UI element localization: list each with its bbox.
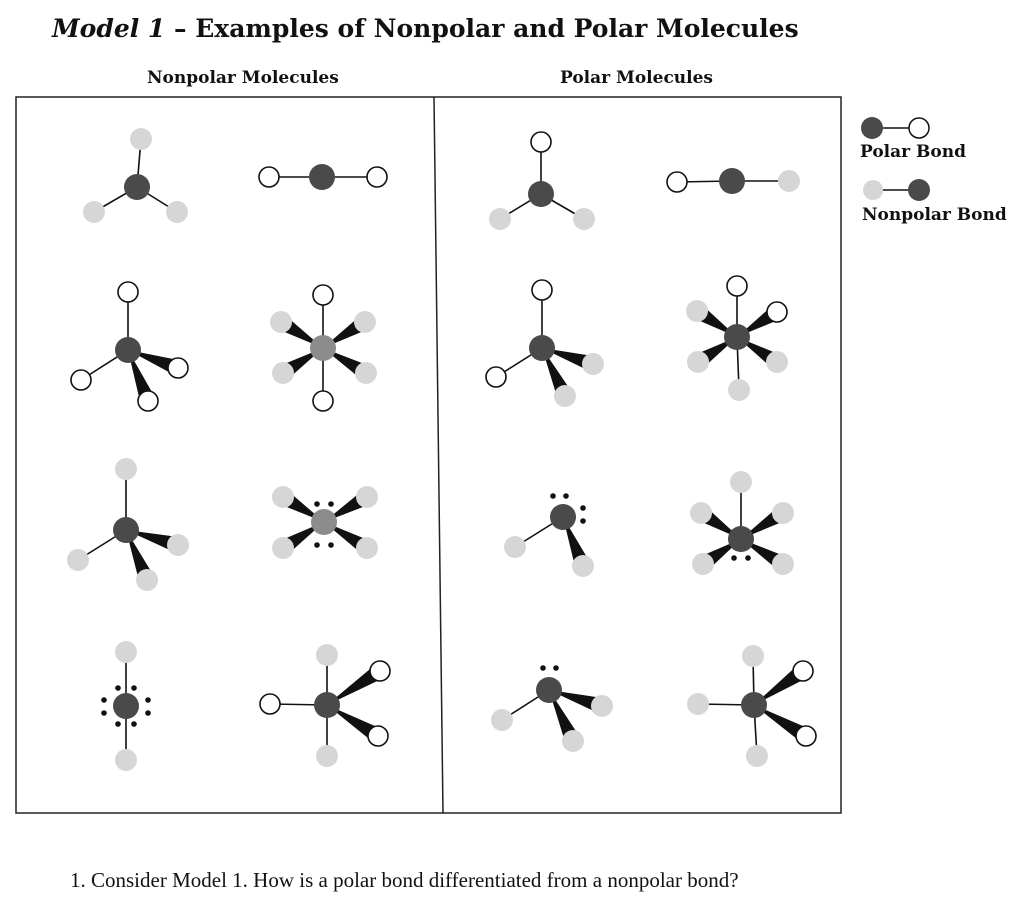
molecule-2 <box>259 164 387 190</box>
lone-pair-dot <box>580 505 586 511</box>
light-atom <box>504 536 526 558</box>
white-atom <box>531 132 551 152</box>
central-atom <box>113 693 139 719</box>
light-atom <box>67 549 89 571</box>
light-atom <box>772 553 794 575</box>
molecule-13 <box>504 493 594 577</box>
light-atom <box>554 385 576 407</box>
light-atom <box>766 351 788 373</box>
light-atom <box>272 537 294 559</box>
central-atom <box>310 335 336 361</box>
central-atom <box>719 168 745 194</box>
lone-pair-dot <box>115 685 121 691</box>
white-atom <box>767 302 787 322</box>
lone-pair-dot <box>101 697 107 703</box>
light-atom <box>772 502 794 524</box>
nonpolar-column-heading: Nonpolar Molecules <box>147 68 339 88</box>
light-atom <box>573 208 595 230</box>
question-1: 1. Consider Model 1. How is a polar bond differentiated from a nonpolar bond? <box>70 868 739 892</box>
light-atom <box>167 534 189 556</box>
light-atom <box>115 641 137 663</box>
legend-polar-bond-icon <box>861 117 929 139</box>
legend-nonpolar-bond-icon <box>863 179 930 201</box>
white-atom <box>168 358 188 378</box>
light-atom <box>687 351 709 373</box>
white-atom <box>532 280 552 300</box>
light-atom <box>742 645 764 667</box>
legend-polar-bond-label: Polar Bond <box>860 142 966 162</box>
light-atom <box>272 486 294 508</box>
central-atom <box>124 174 150 200</box>
central-atom <box>550 504 576 530</box>
central-atom <box>314 692 340 718</box>
light-atom <box>778 170 800 192</box>
light-atom <box>115 458 137 480</box>
light-atom <box>582 353 604 375</box>
light-atom <box>316 644 338 666</box>
light-atom <box>562 730 584 752</box>
central-atom <box>724 324 750 350</box>
central-atom <box>728 526 754 552</box>
lone-pair-dot <box>131 721 137 727</box>
white-atom <box>313 285 333 305</box>
light-atom <box>730 471 752 493</box>
light-atom <box>687 693 709 715</box>
central-atom <box>309 164 335 190</box>
white-atom <box>486 367 506 387</box>
light-atom <box>692 553 714 575</box>
white-atom <box>259 167 279 187</box>
molecule-10 <box>667 168 800 194</box>
central-atom <box>741 692 767 718</box>
lone-pair-dot <box>745 555 751 561</box>
white-atom <box>313 391 333 411</box>
lone-pair-dot <box>540 665 546 671</box>
lone-pair-dot <box>328 501 334 507</box>
light-atom <box>130 128 152 150</box>
central-atom <box>311 509 337 535</box>
molecule-3 <box>71 282 188 411</box>
molecule-1 <box>83 128 188 223</box>
lone-pair-dot <box>145 710 151 716</box>
light-atom <box>115 749 137 771</box>
light-atom <box>270 311 292 333</box>
light-atom <box>136 569 158 591</box>
central-atom <box>115 337 141 363</box>
lone-pair-dot <box>314 501 320 507</box>
title-text: – Examples of Nonpolar and Polar Molecules <box>165 14 799 43</box>
lone-pair-dot <box>314 542 320 548</box>
light-atom <box>316 745 338 767</box>
white-atom <box>667 172 687 192</box>
white-atom <box>368 726 388 746</box>
molecule-6 <box>272 486 378 559</box>
light-atom <box>686 300 708 322</box>
white-atom <box>367 167 387 187</box>
molecule-14 <box>690 471 794 575</box>
light-atom <box>728 379 750 401</box>
central-atom <box>529 335 555 361</box>
molecule-9 <box>489 132 595 230</box>
lone-pair-dot <box>553 665 559 671</box>
lone-pair-dot <box>580 518 586 524</box>
white-atom <box>71 370 91 390</box>
molecule-15 <box>491 665 613 752</box>
molecule-4 <box>270 285 377 411</box>
light-atom <box>354 311 376 333</box>
light-atom <box>591 695 613 717</box>
molecule-12 <box>686 276 788 401</box>
light-atom <box>572 555 594 577</box>
light-atom <box>166 201 188 223</box>
lone-pair-dot <box>101 710 107 716</box>
light-atom <box>356 537 378 559</box>
molecule-8 <box>260 644 390 767</box>
central-atom <box>536 677 562 703</box>
diagram-frame <box>16 97 841 813</box>
white-atom <box>727 276 747 296</box>
white-atom <box>260 694 280 714</box>
central-atom <box>528 181 554 207</box>
lone-pair-dot <box>328 542 334 548</box>
lone-pair-dot <box>731 555 737 561</box>
light-atom <box>355 362 377 384</box>
molecule-5 <box>67 458 189 591</box>
light-atom <box>491 709 513 731</box>
central-atom <box>113 517 139 543</box>
column-divider <box>434 97 443 813</box>
model-label: Model 1 <box>52 14 166 43</box>
lone-pair-dot <box>131 685 137 691</box>
white-atom <box>370 661 390 681</box>
white-atom <box>138 391 158 411</box>
molecule-16 <box>687 645 816 767</box>
molecule-7 <box>101 641 151 771</box>
polar-column-heading: Polar Molecules <box>560 68 713 88</box>
molecule-11 <box>486 280 604 407</box>
white-atom <box>793 661 813 681</box>
light-atom <box>83 201 105 223</box>
lone-pair-dot <box>563 493 569 499</box>
light-atom <box>489 208 511 230</box>
white-atom <box>118 282 138 302</box>
light-atom <box>272 362 294 384</box>
light-atom <box>356 486 378 508</box>
legend-nonpolar-bond-label: Nonpolar Bond <box>862 205 1007 225</box>
light-atom <box>690 502 712 524</box>
lone-pair-dot <box>145 697 151 703</box>
lone-pair-dot <box>115 721 121 727</box>
white-atom <box>796 726 816 746</box>
light-atom <box>746 745 768 767</box>
lone-pair-dot <box>550 493 556 499</box>
